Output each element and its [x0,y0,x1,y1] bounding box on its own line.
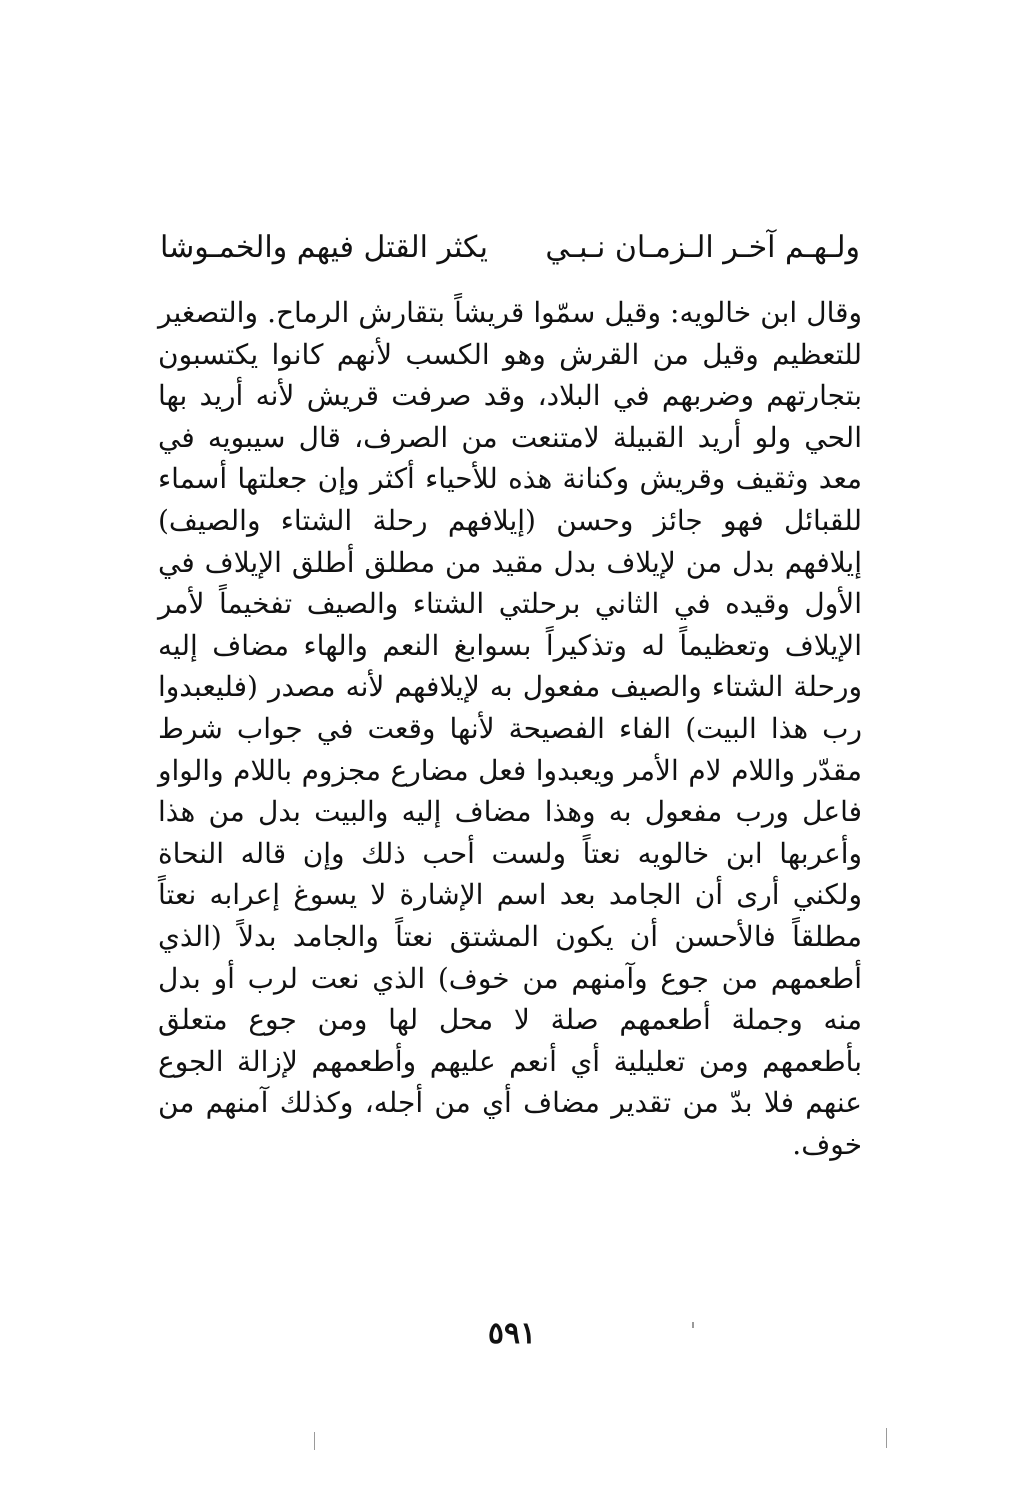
verse-first-hemistich: ولـهـم آخـر الـزمـان نـبـي [545,230,860,265]
scan-mark [886,1428,887,1448]
poetry-verse [160,228,860,268]
page-number: ٥٩١ [487,1316,537,1351]
scan-mark [692,1322,694,1328]
verse-second-hemistich: يكثر القتل فيهم والخمـوشا [160,230,488,265]
scan-mark [314,1432,315,1450]
commentary-paragraph: وقال ابن خالويه: وقيل سمّوا قريشاً بتقارش الرماح. والتصغير للتعظيم وقيل من القرش وهو الكسب لأنهم كانوا يكتسبون بتجارتهم وضربهم في البلاد، وقد صرفت قريش لأنه أريد بها الحي ولو أريد القبيلة لامتنعت من الصرف، قال سيبويه في معد وثقيف وقريش وكنانة هذه للأحياء أكثر وإن جعلتها أسماء للقبائل فهو جائز وحسن (إيلافهم رحلة الشتاء والصيف) إيلافهم بدل من لإيلاف بدل مقيد من مطلق أطلق الإيلاف في الأول وقيده في الثاني برحلتي الشتاء والصيف تفخيماً لأمر الإيلاف وتعظيماً له وتذكيراً بسوابغ النعم والهاء مضاف إليه ورحلة الشتاء والصيف مفعول به لإيلافهم لأنه مصدر (فليعبدوا رب هذا البيت) الفاء الفصيحة لأنها وقعت في جواب شرط مقدّر واللام لام الأمر ويعبدوا فعل مضارع مجزوم باللام والواو فاعل ورب مفعول به وهذا مضاف إليه والبيت بدل من هذا وأعربها ابن خالويه نعتاً ولست أحب ذلك وإن قاله النحاة ولكني أرى أن الجامد بعد اسم الإشارة لا يسوغ إعرابه نعتاً مطلقاً فالأحسن أن يكون المشتق نعتاً والجامد بدلاً (الذي أطعمهم من جوع وآمنهم من خوف) الذي نعت لرب أو بدل منه وجملة أطعمهم صلة لا محل لها ومن جوع متعلق بأطعمهم ومن تعليلية أي أنعم عليهم وأطعمهم لإزالة الجوع عنهم فلا بدّ من تقدير مضاف أي من أجله، وكذلك آمنهم من خوف. [158,296,862,1161]
